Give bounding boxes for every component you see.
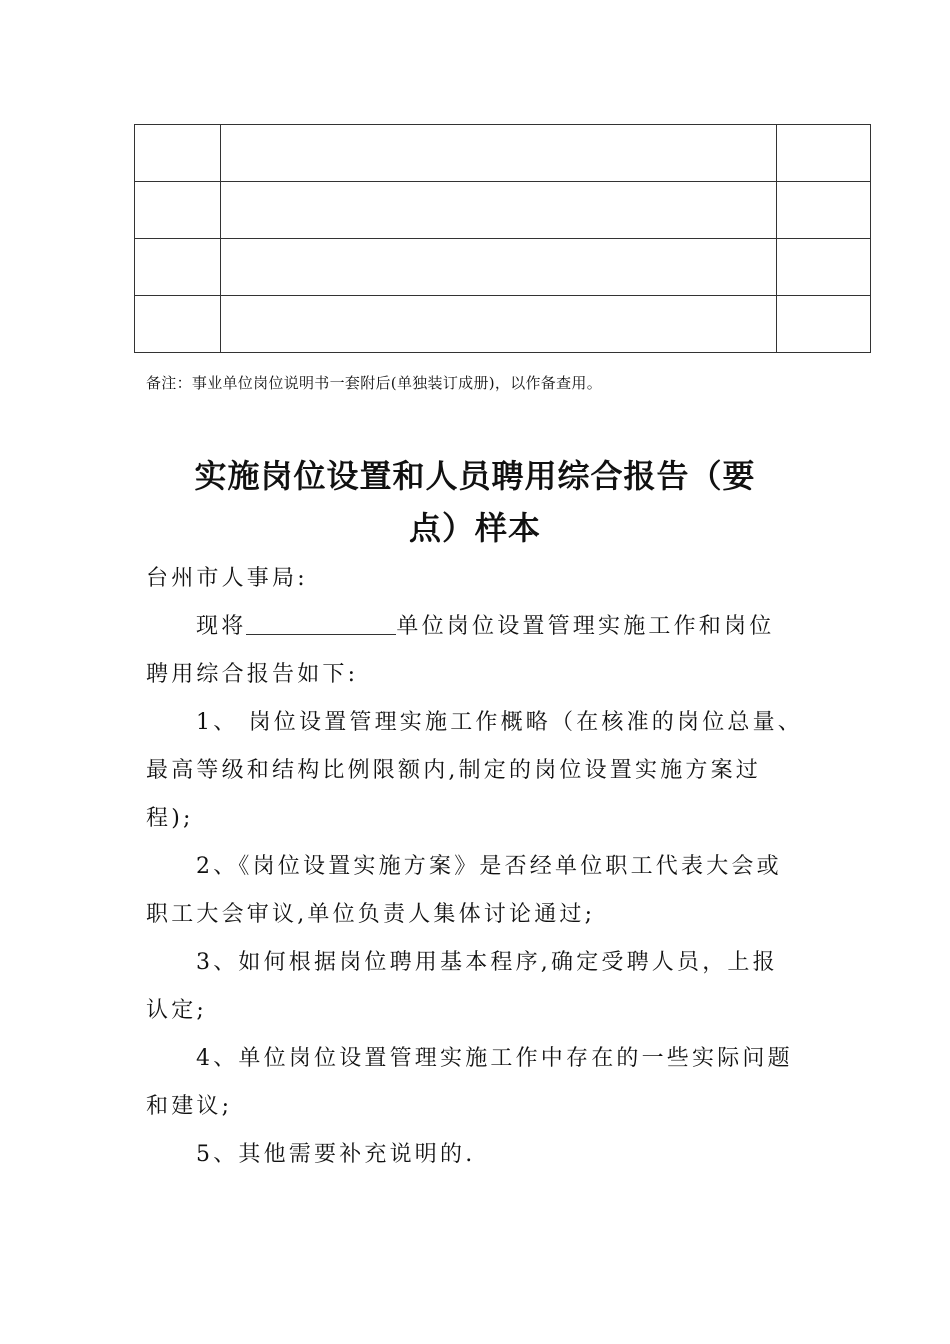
table-cell: [135, 182, 221, 239]
intro-line-2: 聘用综合报告如下:: [146, 662, 359, 687]
list-item-line: 4、单位岗位设置管理实施工作中存在的一些实际问题: [196, 1046, 793, 1071]
title-line-2: 点）样本: [408, 509, 541, 547]
table-cell: [777, 182, 871, 239]
list-item-line: 2、《岗位设置实施方案》是否经单位职工代表大会或: [196, 854, 782, 879]
intro-line-1: [146, 603, 816, 651]
intro-before: 现将: [196, 614, 247, 639]
salutation-text: 台州市人事局:: [146, 566, 308, 591]
table-row: [135, 239, 871, 296]
table-cell: [777, 125, 871, 182]
list-item-line: 程);: [146, 806, 194, 831]
table-cell: [221, 182, 777, 239]
table-cell: [135, 239, 221, 296]
table-cell: [221, 296, 777, 353]
list-item: [146, 843, 816, 939]
table-note: 备注：事业单位岗位说明书一套附后(单独装订成册)，以作备查用。: [146, 374, 603, 392]
table-cell: [777, 239, 871, 296]
list-item: [146, 1035, 816, 1131]
table-cell: [135, 125, 221, 182]
table-row: [135, 182, 871, 239]
table-cell: [221, 239, 777, 296]
table-cell: [221, 125, 777, 182]
table-row: [135, 125, 871, 182]
list-item-line: 最高等级和结构比例限额内,制定的岗位设置实施方案过: [146, 758, 761, 783]
list-item: [146, 939, 816, 1035]
salutation: [146, 555, 816, 603]
report-title: [150, 450, 800, 554]
list-item: [146, 699, 816, 843]
list-item-line: 认定;: [146, 998, 208, 1023]
table-row: [135, 296, 871, 353]
list-item-line: 1、 岗位设置管理实施工作概略（在核准的岗位总量、: [196, 710, 803, 735]
item-list: [146, 699, 816, 1179]
intro-after: 单位岗位设置管理实施工作和岗位: [396, 614, 775, 639]
blank-table: [134, 124, 871, 353]
intro-paragraph: [146, 603, 816, 699]
table-cell: [777, 296, 871, 353]
list-item: [146, 1131, 816, 1179]
unit-name-blank: [246, 612, 396, 635]
table-cell: [135, 296, 221, 353]
list-item-line: 和建议;: [146, 1094, 233, 1119]
list-item-line: 5、其他需要补充说明的.: [196, 1142, 476, 1167]
title-line-1: 实施岗位设置和人员聘用综合报告（要: [194, 457, 756, 495]
list-item-line: 3、如何根据岗位聘用基本程序,确定受聘人员，上报: [196, 950, 778, 975]
list-item-line: 职工大会审议,单位负责人集体讨论通过;: [146, 902, 596, 927]
